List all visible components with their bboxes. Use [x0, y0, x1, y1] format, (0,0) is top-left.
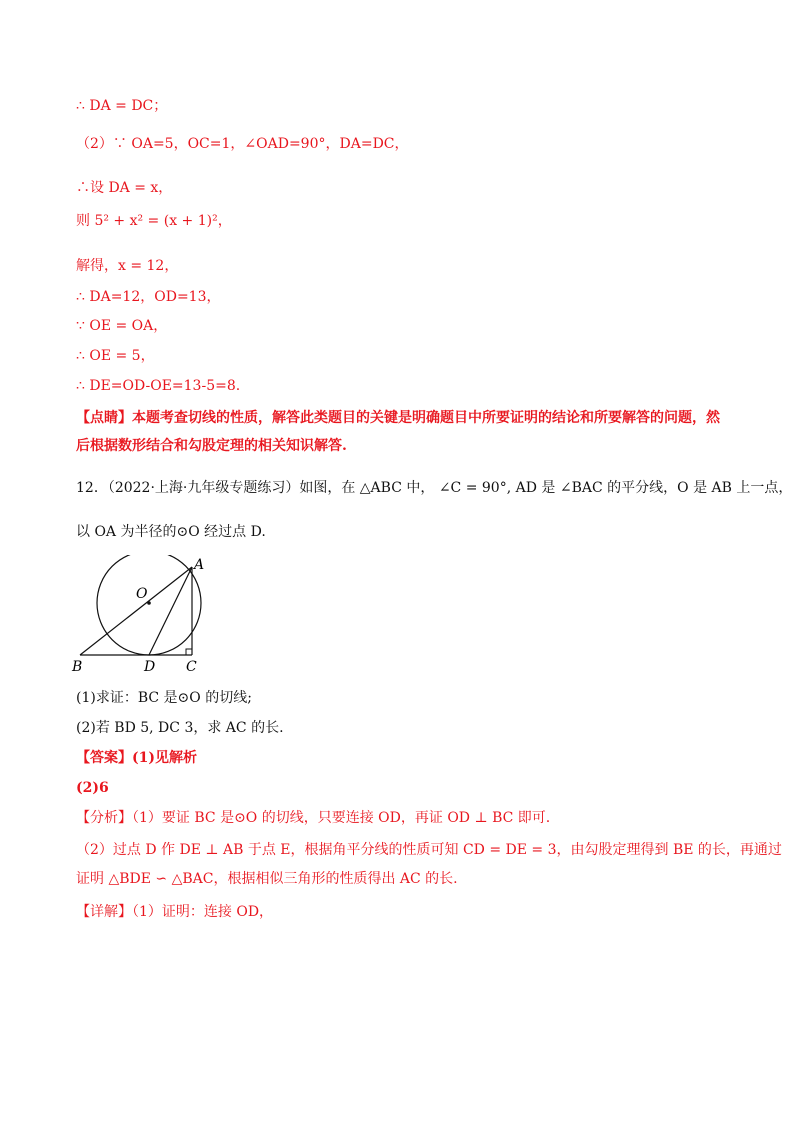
question-2: (2)若 BD 5, DC 3，求 AC 的长. [76, 720, 284, 736]
label-c: C [186, 659, 197, 675]
label-a: A [194, 557, 205, 573]
analysis-line-1: 【分析】（1）要证 BC 是⊙O 的切线，只要连接 OD，再证 OD ⊥ BC 即可. [76, 810, 551, 826]
problem-12-statement-cont: 以 OA 为半径的⊙O 经过点 D. [76, 524, 266, 540]
solution-da-od-values: ∴ DA=12，OD=13， [76, 289, 221, 305]
comment-paragraph: 【点睛】本题考查切线的性质，解答此类题目的关键是明确题目中所要证明的结论和所要解答的问题，然后根据数形结合和勾股定理的相关知识解答. [76, 410, 720, 454]
solution-solve-x: 解得，x = 12， [76, 258, 179, 274]
question-1: (1)求证：BC 是⊙O 的切线; [76, 690, 252, 706]
segment-ad [149, 567, 192, 655]
label-b: B [72, 659, 83, 675]
segment-ab [80, 567, 192, 655]
solution-equation: 则 5² + x² = (x + 1)²， [76, 213, 232, 229]
circle-o [97, 555, 201, 655]
detail-line-1: 【详解】（1）证明：连接 OD， [76, 904, 274, 920]
label-d: D [144, 659, 156, 675]
right-angle-mark [186, 649, 192, 655]
solution-de-value: ∴ DE=OD-OE=13-5=8. [76, 378, 241, 394]
answer-line-2: (2)6 [76, 780, 109, 796]
solution-let-da-x: ∴设 DA = x， [76, 180, 173, 196]
analysis-line-2: （2）过点 D 作 DE ⊥ AB 于点 E，根据角平分线的性质可知 CD = DE = 3，由勾股定理得到 BE 的长，再通过 [76, 842, 782, 858]
label-o: O [136, 586, 148, 602]
problem-12-statement: 12．（2022·上海·九年级专题练习）如图，在 △ABC 中， ∠C = 90°, AD 是 ∠BAC 的平分线，O 是 AB 上一点， [76, 480, 793, 496]
solution-part2-given: （2）∵ OA=5，OC=1，∠OAD=90°，DA=DC， [76, 136, 409, 152]
analysis-line-3: 证明 △BDE ∽ △BAC，根据相似三角形的性质得出 AC 的长. [76, 871, 458, 887]
center-point-o [147, 601, 151, 605]
answer-line-1: 【答案】(1)见解析 [76, 750, 197, 766]
solution-oe-value: ∴ OE = 5， [76, 348, 155, 364]
solution-line-da-eq-dc: ∴ DA = DC； [76, 98, 168, 114]
geometry-figure [70, 555, 220, 675]
solution-oe-eq-oa: ∵ OE = OA， [76, 318, 168, 334]
